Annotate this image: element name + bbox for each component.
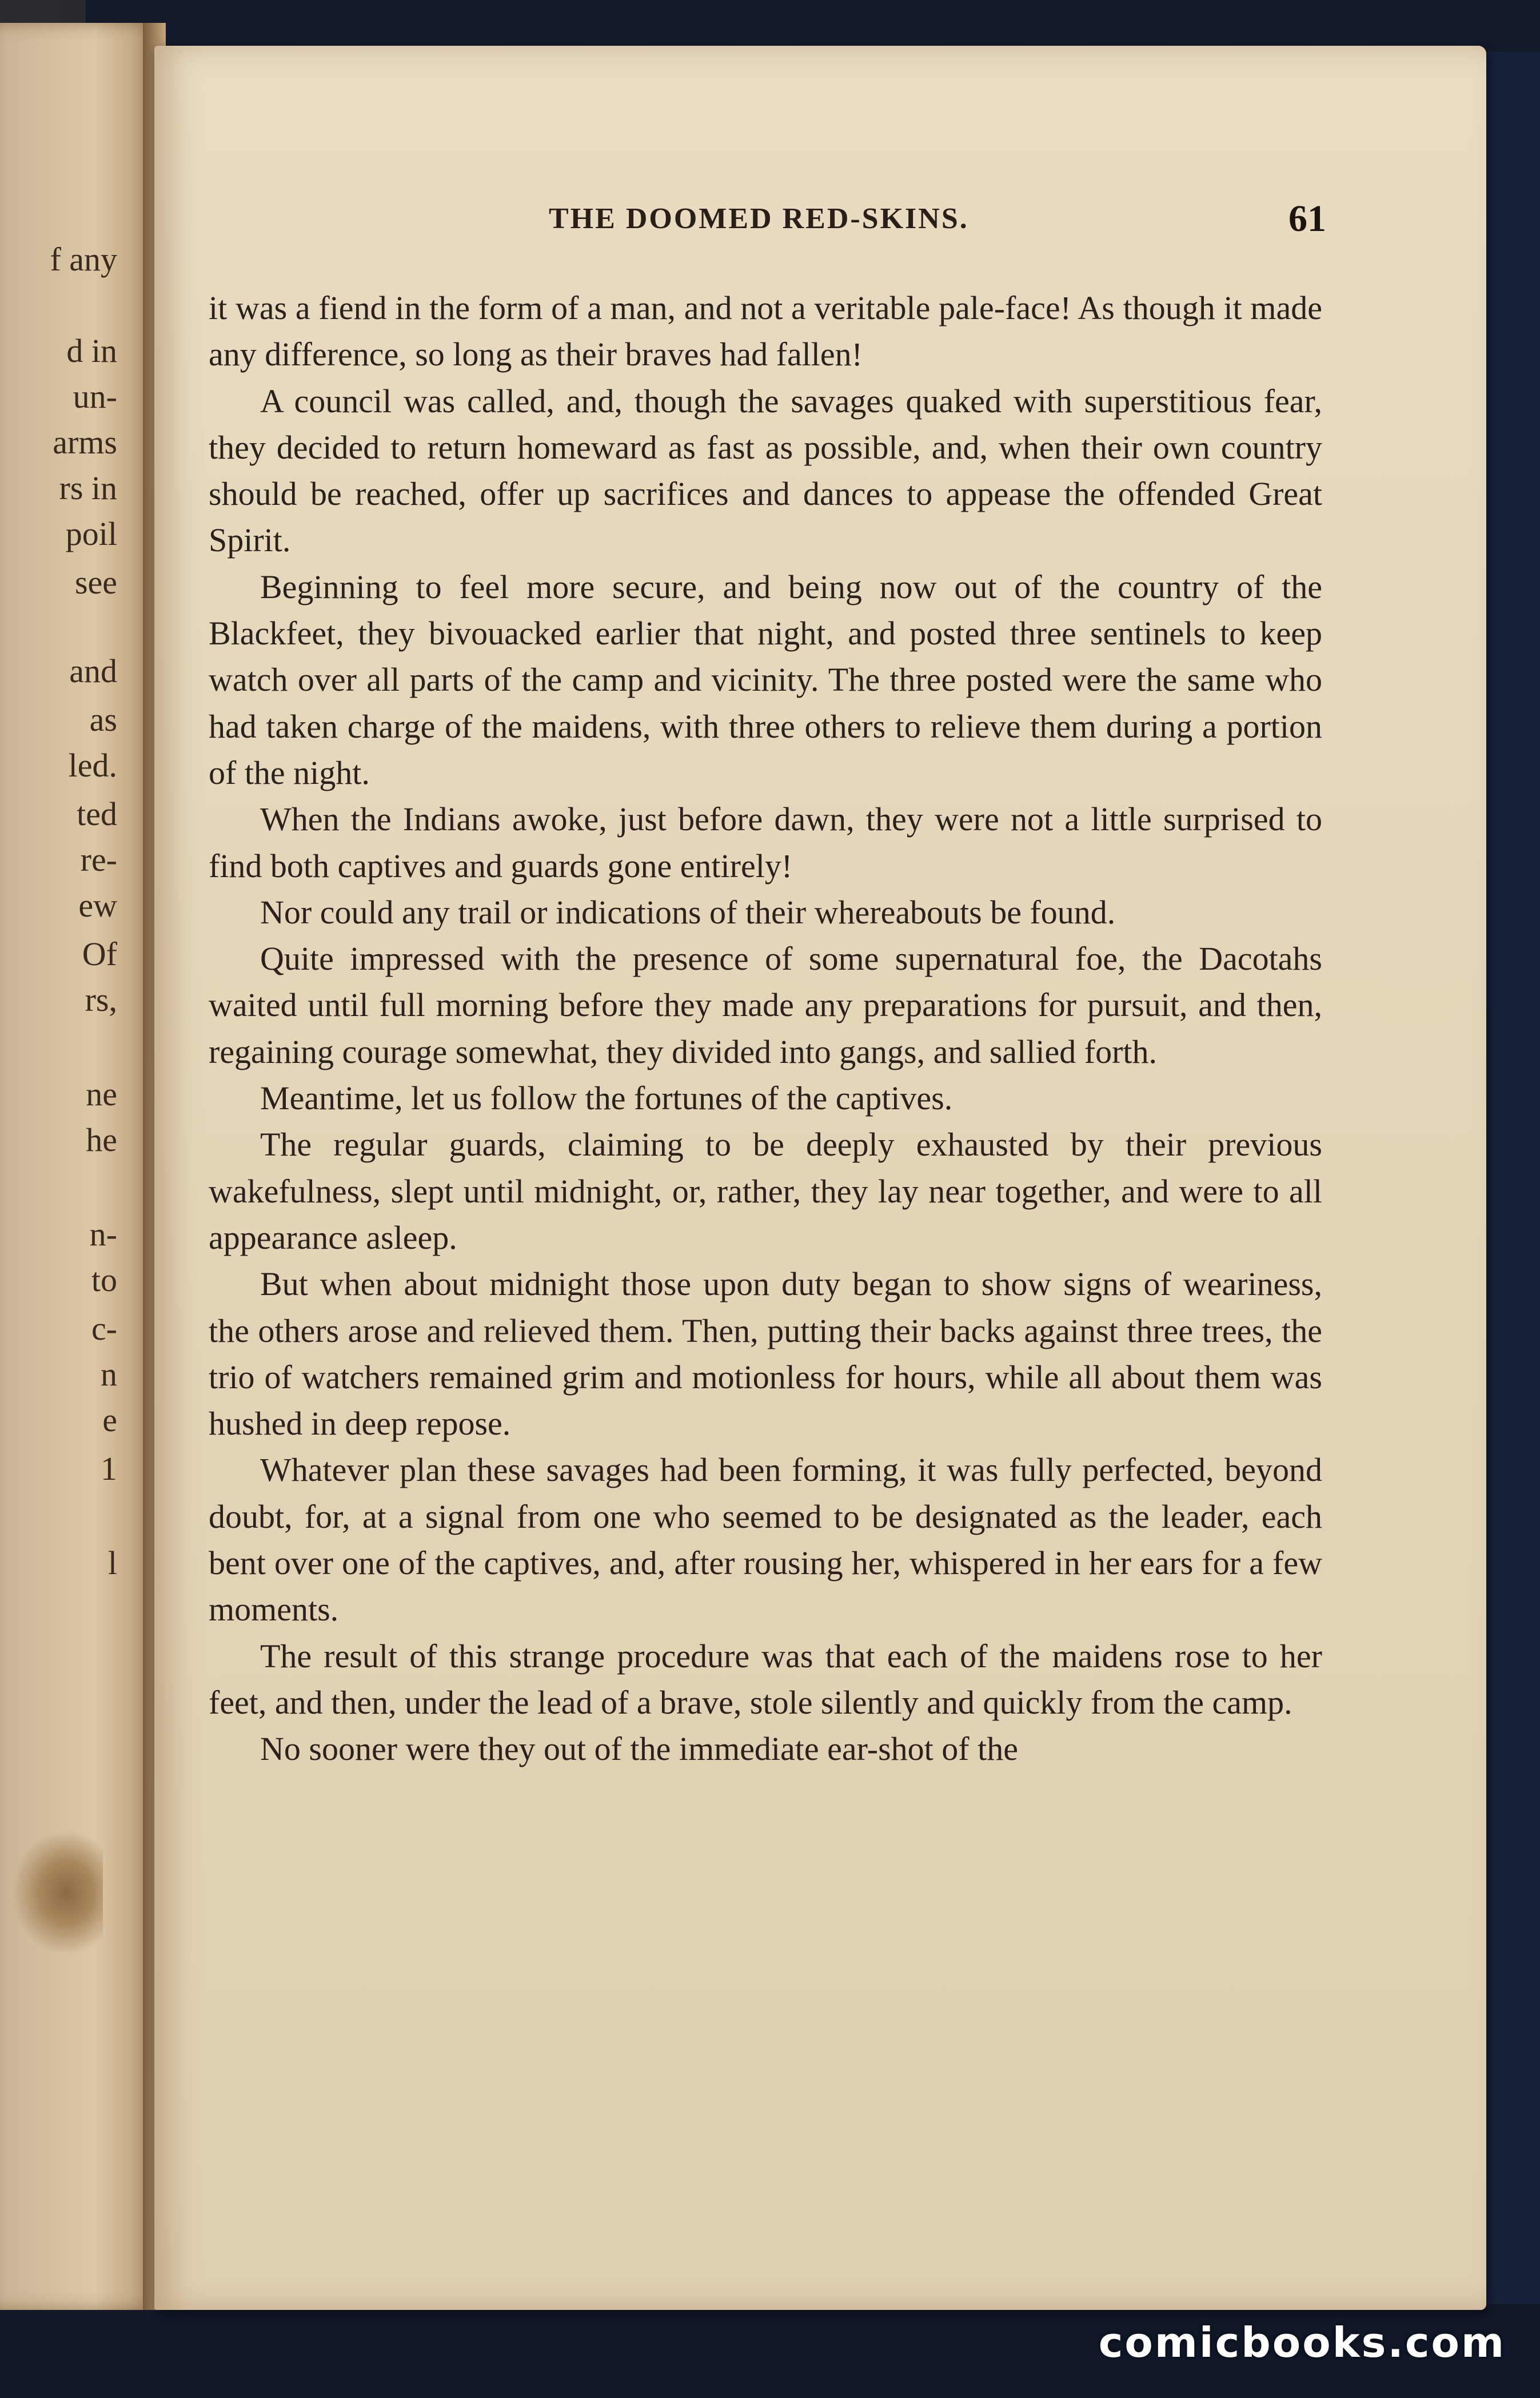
page-header [383,197,1326,243]
prev-page-fragment: to [91,1261,117,1298]
prev-page-fragment: d in [66,332,117,369]
book-cover-top [86,0,1540,51]
prev-page-fragment: re- [80,841,117,878]
prev-page-fragment: c- [91,1310,117,1347]
paragraph: it was a fiend in the form of a man, and not a veritable pale-face! As though it made any difference, so long as their braves had fallen! [209,289,1322,373]
prev-page-fragment: poil [65,515,117,552]
site-watermark: comicbooks.com [1098,2319,1506,2367]
prev-page-fragment: led. [68,747,117,784]
prev-page-fragment: arms [53,424,117,461]
running-title: THE DOOMED RED-SKINS. [549,202,969,235]
paragraph: The result of this strange procedure was that each of the maidens rose to her feet, and then, under the lead of a brave, stole silently and quickly from the camp. [209,1637,1322,1721]
page-number: 61 [1288,198,1326,240]
prev-page-fragment: n [101,1356,117,1393]
prev-page-fragment: he [86,1121,117,1158]
prev-page-fragment: e [102,1401,117,1439]
torn-paper-mark [11,1830,103,1955]
prev-page-fragment: 1 [101,1450,117,1487]
paragraph: Nor could any trail or indications of their whereabouts be found. [260,893,1116,931]
prev-page-fragment: Of [82,935,117,973]
prev-page-fragment: un- [73,378,117,415]
prev-page-fragment: f any [50,241,117,278]
paragraph: No sooner were they out of the immediate ear-shot of the [260,1730,1018,1768]
previous-page-edge [0,23,157,2310]
paragraph: Meantime, let us follow the fortunes of the captives. [260,1080,953,1117]
prev-page-fragment: rs, [85,981,117,1018]
prev-page-fragment: ne [86,1075,117,1113]
prev-page-fragment: ted [77,795,117,832]
page-body-text [209,285,1322,1772]
paragraph: But when about midnight those upon duty began to show signs of weariness, the others arose and relieved them. Then, putting their backs against three trees, the trio of watchers remained grim and motionless for hours, while all about them was hushed in deep repose. [209,1265,1322,1443]
prev-page-fragment: l [107,1544,117,1582]
paragraph: Whatever plan these savages had been forming, it was fully perfected, beyond doubt, for, at a signal from one who seemed to be designated as the leader, each bent over one of the captives, and, after rousing her, whispered in her ears for a few moments. [209,1451,1322,1628]
paragraph: A council was called, and, though the savages quaked with superstitious fear, they decided to return homeward as fast as possible, and, when their own country should be reached, offer up sacrifices and dances to appease the offended Great Spirit. [209,382,1322,559]
paragraph: When the Indians awoke, just before dawn, they were not a little surprised to find both captives and guards gone entirely! [209,800,1322,885]
prev-page-fragment: ew [78,887,117,924]
prev-page-fragment: as [89,701,117,738]
prev-page-fragment: n- [89,1216,117,1253]
paragraph: Beginning to feel more secure, and being now out of the country of the Blackfeet, they bivouacked earlier that night, and posted three sentinels to keep watch over all parts of the camp and vicinity. The three posted were the same who had taken charge of the maidens, with three others to relieve them during a portion of the night. [209,568,1322,791]
prev-page-fragment: see [74,564,117,601]
paragraph: The regular guards, claiming to be deeply exhausted by their previous wakefulness, slept until midnight, or, rather, they lay near together, and were to all appearance asleep. [209,1126,1322,1256]
paragraph: Quite impressed with the presence of some supernatural foe, the Dacotahs waited until full morning before they made any preparations for pursuit, and then, regaining courage somewhat, they divided into gangs, and sallied forth. [209,940,1322,1070]
prev-page-fragment: rs in [59,469,117,507]
prev-page-fragment: and [69,652,117,690]
